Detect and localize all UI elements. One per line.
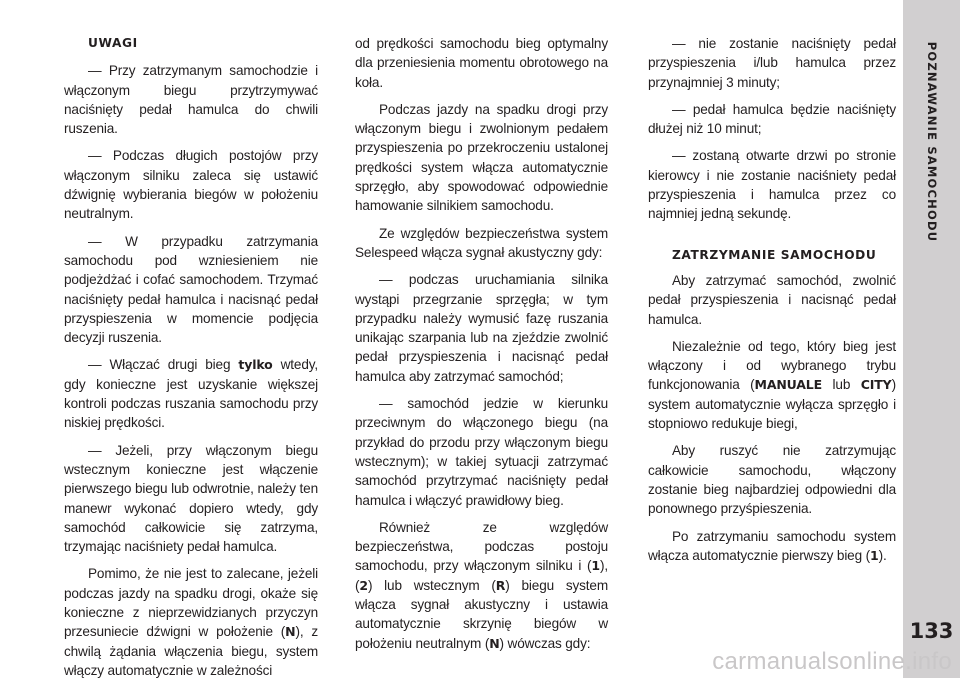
text-run: Pomimo, że nie jest to zalecane, jeżeli podczas jazdy na spadku drogi, okaże się konieczne z nieprzewidzianych przyczyn przesuniecie dźwigni w położenie (: [64, 566, 318, 640]
text-run: wtedy, gdy konieczne jest uzyskanie większej kontroli podczas ruszania samochodu przy niskiej prędkości.: [64, 357, 318, 431]
paragraph: — Przy zatrzymanym samochodzie i włączonym biegu przytrzymywać naciśnięty pedał hamulca do chwili ruszenia.: [64, 63, 318, 137]
text-column-3: [648, 34, 896, 573]
text-run: ) system automatycznie wyłącza sprzęgło i stopniowo redukuje biegi,: [648, 377, 896, 432]
gear-symbol: N: [489, 635, 500, 651]
text-column-1: [64, 34, 318, 688]
text-run: Po zatrzymaniu samochodu system włącza automatycznie pierwszy bieg (: [648, 528, 896, 563]
paragraph: Aby ruszyć nie zatrzymując całkowicie samochodu, włączony zostanie bieg najbardziej odpowiedni dla ponownego przyśpieszenia.: [648, 443, 896, 517]
paragraph: [648, 527, 896, 566]
bold-term: tylko: [238, 357, 273, 373]
paragraph: — Jeżeli, przy włączonym biegu wstecznym konieczne jest włączenie pierwszego biegu lub odwrotnie, należy ten manewr wykonać dopiero wtedy, gdy samochód całkowicie się zatrzyma, trzymając naciśniety pedał hamulca.: [64, 442, 318, 555]
gear-symbol: 2: [359, 577, 368, 593]
gear-symbol: N: [285, 624, 296, 640]
text-run: ) biegu system włącza sygnał akustyczny i ustawia automatycznie skrzynię biegów w położeniu neutralnym (: [355, 577, 608, 651]
paragraph: [648, 337, 896, 433]
chapter-title: POZNAWANIE SAMOCHODU: [924, 41, 939, 243]
paragraph: Aby zatrzymać samochód, zwolnić pedał przyspieszenia i nacisnąć pedał hamulca.: [648, 272, 896, 327]
paragraph: — nie zostanie naciśnięty pedał przyspieszenia i/lub hamulca przez przynajmniej 3 minuty;: [648, 36, 896, 90]
paragraph: [355, 518, 608, 653]
section-heading: ZATRZYMANIE SAMOCHODU: [672, 247, 877, 262]
gear-symbol: R: [495, 577, 506, 593]
paragraph: Ze względów bezpieczeństwa system Selespeed włącza sygnał akustyczny gdy:: [355, 225, 608, 260]
paragraph: — pedał hamulca będzie naciśnięty dłużej niż 10 minut;: [648, 101, 896, 137]
watermark: carmanualsonline.info: [712, 648, 952, 675]
text-run: — Włączać drugi bieg: [88, 357, 239, 373]
chapter-tab: [903, 0, 960, 678]
gear-symbol: 1: [591, 558, 600, 574]
page-number: 133: [909, 619, 954, 643]
paragraph: — zostaną otwarte drzwi po stronie kierowcy i nie zostanie naciśniety pedał przyspieszenia i hamulca przez co najmniej jedną sekundę.: [648, 148, 896, 222]
text-run: ).: [878, 547, 887, 563]
gear-symbol: 1: [870, 547, 879, 563]
paragraph: — W przypadku zatrzymania samochodu pod wzniesieniem nie podjeżdżać i cofać samochodem. Trzymać naciśnięty pedał hamulca i nacisnąć pedał przyspieszenia w momencie podjęcia decyzji ruszenia.: [64, 233, 318, 346]
text-run: Niezależnie od tego, który bieg jest włączony i od wybranego trybu funkcjonowania (: [648, 338, 896, 393]
paragraph: — Podczas długich postojów przy włączonym silniku zaleca się ustawić dźwignię wybierania biegów w położeniu neutralnym.: [64, 148, 318, 222]
paragraph: [64, 564, 318, 680]
text-run: ) wówczas gdy:: [499, 635, 591, 651]
text-run: lub: [822, 377, 861, 393]
text-column-2: [355, 34, 608, 661]
text-run: ), (: [355, 558, 608, 593]
text-run: Również ze względów bezpieczeństwa, podczas postoju samochodu, przy włączonym silniku i (: [355, 519, 608, 574]
paragraph: — podczas uruchamiania silnika wystąpi przegrzanie sprzęgła; w tym przypadku należy wymusić fazę ruszania unikając szarpania lub na zjeździe zwolnić pedał przyspieszenia i nacisnąć pedał hamulca aby zatrzymać samochód;: [355, 272, 608, 384]
paragraph: od prędkości samochodu bieg optymalny dla przeniesienia momentu obrotowego na koła.: [355, 36, 608, 90]
paragraph: — samochód jedzie w kierunku przeciwnym do włączonego biegu (na przykład do przodu przy włączonym biegu wstecznym); w takiej sytuacji zatrzymać samochód przytrzymać naciśnięty pedał hamulca i włączyć prawidłowy bieg.: [355, 396, 608, 508]
paragraph: Podczas jazdy na spadku drogi przy włączonym biegu i zwolnionym pedałem przyspieszenia po przekroczeniu ustalonej prędkości system włącza automatycznie sprzęgło, aby spowodować odpowiednie hamowanie silnikiem samochodu.: [355, 101, 608, 214]
mode-name: CITY: [860, 377, 892, 393]
paragraph: [64, 355, 318, 432]
notes-heading: UWAGI: [88, 36, 138, 50]
text-run: ), z chwilą żądania włączenia biegu, system włączy automatycznie w zależności: [64, 624, 319, 678]
mode-name: MANUALE: [754, 377, 822, 393]
text-run: ) lub wstecznym (: [367, 577, 496, 593]
